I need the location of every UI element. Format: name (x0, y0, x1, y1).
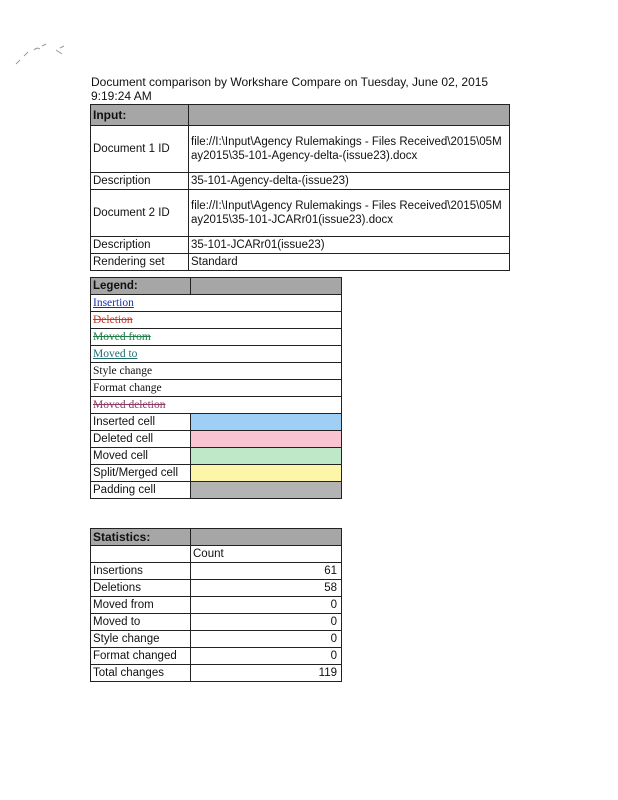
stat-label: Moved to (91, 614, 191, 631)
input-label: Document 2 ID (91, 190, 189, 237)
stat-value: 0 (191, 648, 342, 665)
input-title: Input: (91, 105, 189, 126)
input-value: file://I:\Input\Agency Rulemakings - Files Received\2015\05May2015\35-101-JCARr01(issue23).docx (189, 190, 510, 237)
stat-label: Insertions (91, 563, 191, 580)
stat-value: 61 (191, 563, 342, 580)
legend-format-change: Format change (93, 382, 162, 394)
legend-deletion: Deletion (93, 314, 133, 326)
legend-row (91, 346, 342, 363)
input-value: 35-101-JCARr01(issue23) (189, 237, 510, 254)
table-row (91, 580, 342, 597)
stat-value: 0 (191, 597, 342, 614)
legend-moved-to: Moved to (93, 348, 138, 360)
scan-artifact-icon (14, 40, 74, 70)
stat-value: 0 (191, 614, 342, 631)
input-row-rendering (91, 254, 510, 271)
input-header-row (91, 105, 510, 126)
legend-row (91, 295, 342, 312)
stat-value: 58 (191, 580, 342, 597)
input-row-desc2 (91, 237, 510, 254)
stat-value: 119 (191, 665, 342, 682)
input-value: Standard (189, 254, 510, 271)
comparison-time: 9:19:24 AM (91, 89, 152, 103)
table-row (91, 631, 342, 648)
legend-cell-row (91, 465, 342, 482)
count-column-header: Count (191, 546, 342, 563)
input-row-doc2 (91, 190, 510, 237)
legend-moved-deletion: Moved deletion (93, 399, 166, 411)
table-row (91, 597, 342, 614)
legend-cell-row (91, 414, 342, 431)
legend-deleted-cell: Deleted cell (91, 431, 191, 448)
table-row (91, 563, 342, 580)
input-label: Description (91, 237, 189, 254)
legend-split-merged-cell: Split/Merged cell (91, 465, 191, 482)
stat-label: Total changes (91, 665, 191, 682)
legend-inserted-swatch (191, 414, 342, 431)
legend-split-merged-swatch (191, 465, 342, 482)
legend-padding-swatch (191, 482, 342, 499)
legend-row (91, 329, 342, 346)
legend-moved-from: Moved from (93, 331, 151, 343)
legend-row (91, 397, 342, 414)
input-row-doc1 (91, 126, 510, 173)
statistics-title: Statistics: (91, 529, 191, 546)
legend-cell-row (91, 482, 342, 499)
statistics-count-header-row (91, 546, 342, 563)
comparison-title: Document comparison by Workshare Compare on Tuesday, June 02, 2015 (91, 75, 489, 89)
stat-value: 0 (191, 631, 342, 648)
legend-padding-cell: Padding cell (91, 482, 191, 499)
legend-moved-swatch (191, 448, 342, 465)
legend-row (91, 380, 342, 397)
input-row-desc1 (91, 173, 510, 190)
legend-cell-row (91, 431, 342, 448)
input-value: 35-101-Agency-delta-(issue23) (189, 173, 510, 190)
stat-label: Moved from (91, 597, 191, 614)
legend-title: Legend: (91, 278, 191, 295)
input-label: Description (91, 173, 189, 190)
legend-row (91, 363, 342, 380)
stat-label: Style change (91, 631, 191, 648)
input-value: file://I:\Input\Agency Rulemakings - Files Received\2015\05May2015\35-101-Agency-delta-(issue23).docx (189, 126, 510, 173)
stat-label: Deletions (91, 580, 191, 597)
table-row (91, 614, 342, 631)
input-label: Document 1 ID (91, 126, 189, 173)
legend-moved-cell: Moved cell (91, 448, 191, 465)
input-table (90, 104, 510, 271)
table-row (91, 648, 342, 665)
input-label: Rendering set (91, 254, 189, 271)
legend-insertion: Insertion (93, 297, 134, 309)
legend-cell-row (91, 448, 342, 465)
comparison-header (91, 75, 511, 103)
legend-inserted-cell: Inserted cell (91, 414, 191, 431)
legend-header-row (91, 278, 342, 295)
legend-row (91, 312, 342, 329)
stat-label: Format changed (91, 648, 191, 665)
statistics-header-row (91, 529, 342, 546)
table-row (91, 665, 342, 682)
legend-table (90, 277, 342, 499)
legend-deleted-swatch (191, 431, 342, 448)
legend-style-change: Style change (93, 365, 153, 377)
statistics-table (90, 528, 342, 682)
